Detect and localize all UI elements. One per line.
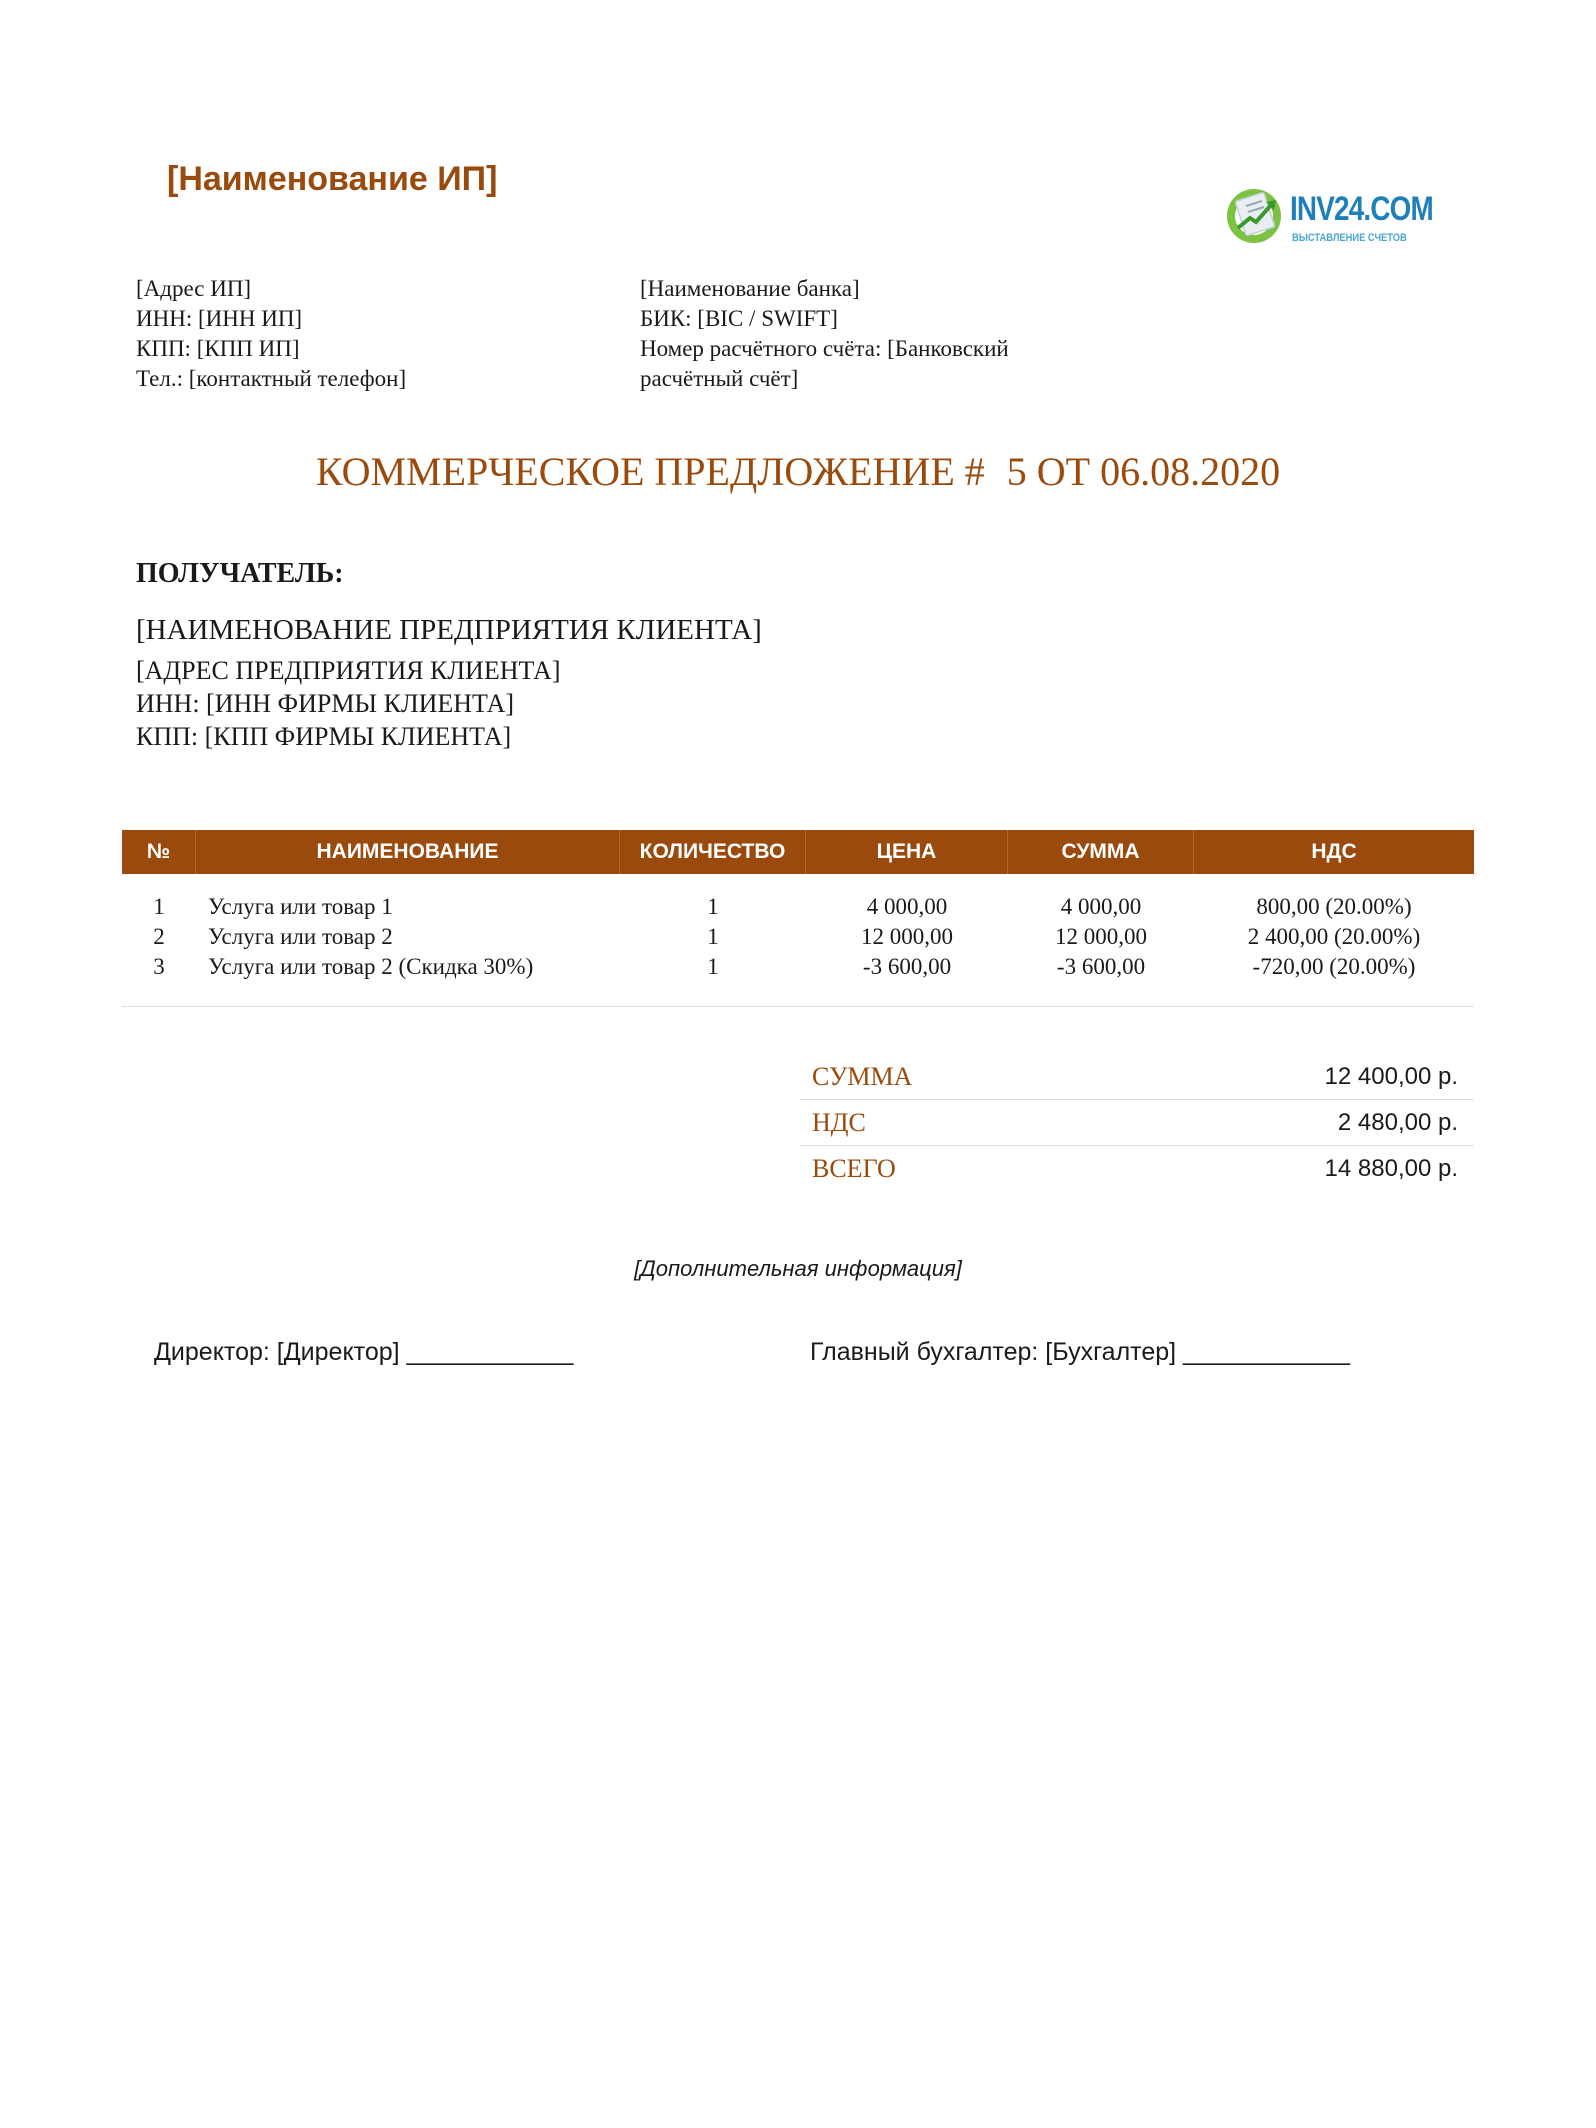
recipient-label: ПОЛУЧАТЕЛЬ:: [136, 558, 344, 589]
row-name: Услуга или товар 2 (Скидка 30%): [208, 954, 534, 979]
logo-text: INV24.COM: [1290, 190, 1433, 228]
totals-block: [800, 1054, 1474, 1191]
row-price: -3 600,00: [862, 954, 952, 979]
header-num: №: [122, 830, 196, 874]
seller-phone: Тел.: [контактный телефон]: [136, 366, 407, 391]
additional-info: [Дополнительная информация]: [634, 1256, 962, 1281]
document-title-text: КОММЕРЧЕСКОЕ ПРЕДЛОЖЕНИЕ #: [315, 449, 985, 494]
bank-name: [Наименование банка]: [640, 276, 860, 301]
table-body: [122, 874, 1474, 1007]
header-sum: СУММА: [1008, 830, 1194, 874]
row-num: 3: [153, 954, 165, 979]
bank-account-line-1: Номер расчётного счёта: [Банковский: [640, 336, 1009, 361]
totals-vat-row: [800, 1100, 1474, 1146]
table-header: [122, 830, 1474, 874]
totals-total-value: 14 880,00 р.: [1324, 1154, 1458, 1182]
totals-sum-row: [800, 1054, 1474, 1100]
accountant-signature: Главный бухгалтер: [Бухгалтер] ____________: [810, 1338, 1350, 1366]
recipient-name: [НАИМЕНОВАНИЕ ПРЕДПРИЯТИЯ КЛИЕНТА]: [136, 614, 762, 646]
logo-subtitle: ВЫСТАВЛЕНИЕ СЧЕТОВ: [1292, 232, 1407, 244]
recipient-address: [АДРЕС ПРЕДПРИЯТИЯ КЛИЕНТА]: [136, 656, 561, 685]
row-qty: 1: [707, 894, 719, 919]
table-row: [122, 892, 1474, 922]
row-num: 2: [153, 924, 165, 949]
recipient-details: [136, 654, 561, 753]
company-logo: [1222, 182, 1433, 256]
totals-sum-value: 12 400,00 р.: [1324, 1062, 1458, 1090]
recipient-kpp: КПП: [КПП ФИРМЫ КЛИЕНТА]: [136, 722, 512, 751]
bank-details: [640, 274, 1009, 394]
document-number: 5 ОТ 06.08.2020: [1006, 449, 1281, 494]
totals-total-label: ВСЕГО: [812, 1153, 896, 1183]
row-sum: 4 000,00: [1060, 894, 1142, 919]
row-name: Услуга или товар 1: [208, 894, 393, 919]
items-table: [122, 830, 1474, 1007]
header-vat: НДС: [1311, 840, 1357, 863]
row-sum: -3 600,00: [1056, 954, 1146, 979]
header-price: ЦЕНА: [806, 830, 1008, 874]
row-price: 12 000,00: [861, 924, 953, 949]
seller-name: [Наименование ИП]: [167, 160, 498, 198]
row-vat: 800,00 (20.00%): [1256, 894, 1412, 919]
row-sum: 12 000,00: [1055, 924, 1147, 949]
totals-total-row: [800, 1146, 1474, 1191]
row-vat: 2 400,00 (20.00%): [1247, 924, 1421, 949]
recipient-inn: ИНН: [ИНН ФИРМЫ КЛИЕНТА]: [136, 689, 515, 718]
inv24-logo-icon: [1222, 182, 1286, 246]
row-vat: -720,00 (20.00%): [1252, 954, 1416, 979]
seller-inn: ИНН: [ИНН ИП]: [136, 306, 303, 331]
totals-vat-label: НДС: [812, 1107, 866, 1137]
seller-details: [136, 274, 406, 394]
seller-kpp: КПП: [КПП ИП]: [136, 336, 300, 361]
document-title: [0, 448, 1596, 495]
seller-address: [Адрес ИП]: [136, 276, 252, 301]
row-name: Услуга или товар 2: [208, 924, 393, 949]
bank-account-line-2: расчётный счёт]: [640, 366, 799, 391]
director-signature: Директор: [Директор] ____________: [154, 1338, 574, 1366]
row-qty: 1: [707, 954, 719, 979]
table-row: [122, 922, 1474, 952]
totals-sum-label: СУММА: [812, 1061, 913, 1091]
row-price: 4 000,00: [866, 894, 948, 919]
bank-bic: БИК: [BIC / SWIFT]: [640, 306, 838, 331]
header-name: НАИМЕНОВАНИЕ: [196, 830, 620, 874]
header-qty: КОЛИЧЕСТВО: [620, 830, 806, 874]
totals-vat-value: 2 480,00 р.: [1337, 1108, 1458, 1136]
table-row: [122, 952, 1474, 982]
row-qty: 1: [707, 924, 719, 949]
row-num: 1: [153, 894, 165, 919]
